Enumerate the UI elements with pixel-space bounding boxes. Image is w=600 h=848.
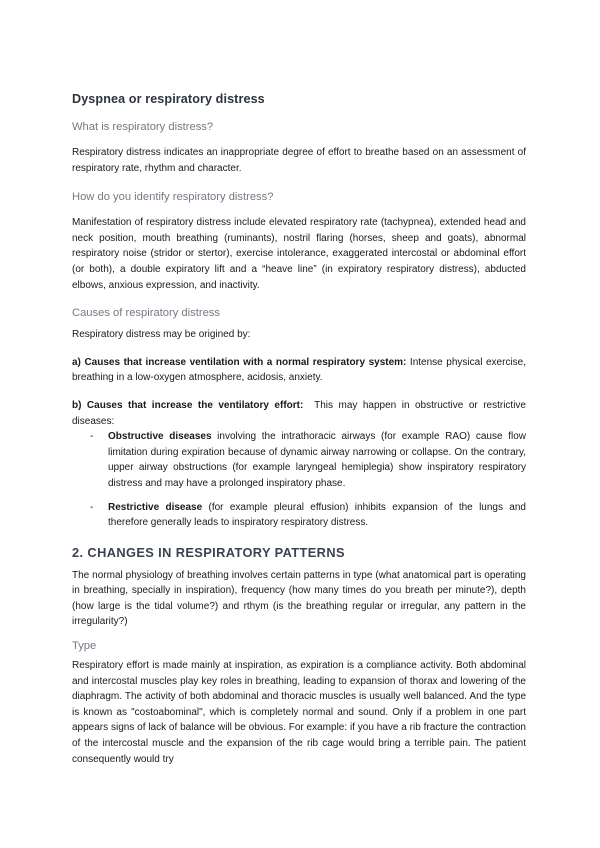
heading-causes: Causes of respiratory distress <box>72 307 220 320</box>
restrictive-text: (for example pleural effusion) inhibits expansion of the lungs and therefore generally leads to inspiratory respiratory distress. <box>108 501 526 529</box>
heading-how-to-identify: How do you identify respiratory distress? <box>72 191 274 204</box>
paragraph-type: Respiratory effort is made mainly at inspiration, as expiration is a compliance activity. Both abdominal and intercostal muscles play key roles in breathing, leading to expansion of thorax and lowering of the diaphragm. The activity of both abdominal and thoracic muscles is usually well balanced. And the type is known as "costoabominal", which is completely normal and sound. Only if a problem in one part appears signs of lack of balance will be obvious. For example: if you have a rib fracture the contraction of the intercostal muscle and the expansion of the rib cage would bring a terrible pain. The patient consequently would try <box>72 660 526 765</box>
paragraph-cause-b <box>72 398 529 429</box>
paragraph-cause-a <box>72 355 526 386</box>
restrictive-term: Restrictive disease <box>108 501 203 513</box>
cause-b-list <box>72 429 526 531</box>
list-item-restrictive <box>72 500 526 531</box>
obstructive-term: Obstructive diseases <box>108 431 212 443</box>
paragraph-patterns: The normal physiology of breathing involves certain patterns in type (what anatomical part is operating in breathing, specially in inspiration), frequency (how many times do you breath per minute?), depth (how large is the tidal volume?) and rthym (is the breathing regular or irregular, any pattern in the irregularity?) <box>72 569 526 628</box>
bullet-dash: - <box>90 501 94 513</box>
cause-a-text: Intense physical exercise, breathing in a low-oxygen atmosphere, acidosis, anxiety. <box>72 356 526 384</box>
obstructive-text: involving the intrathoracic airways (for example RAO) cause flow limitation during expiration because of dynamic airway narrowing or collapse. On the contrary, upper airway obstructions (for example laryngeal hemiplegia) show inspiratory respiratory distress and may have a prolonged inspiratory phase. <box>108 431 526 489</box>
heading-type: Type <box>72 640 97 653</box>
section-heading-respiratory-patterns: 2. CHANGES IN RESPIRATORY PATTERNS <box>72 544 345 560</box>
heading-what-is-respiratory-distress: What is respiratory distress? <box>72 121 214 133</box>
cause-a-heading: a) Causes that increase ventilation with a normal respiratory system: <box>72 356 407 368</box>
paragraph-manifestations: Manifestation of respiratory distress include elevated respiratory rate (tachypnea), extended head and neck position, mouth breathing (ruminants), nostril flaring (horses, sheep and goats), abnormal respiratory noise (stridor or stertor), exercise intolerance, exaggerated intercostal or abdominal effort (or both), a double expiratory lift and a “heave line” (in expiratory respiratory distress), abducted elbows, anxious expression, and inactivity. <box>72 217 526 291</box>
paragraph-definition: Respiratory distress indicates an inappropriate degree of effort to breathe based on an assessment of respiratory rate, rhythm and character. <box>72 147 526 174</box>
paragraph-causes-intro: Respiratory distress may be origined by: <box>72 329 251 341</box>
document-page <box>72 92 529 767</box>
cause-b-heading: b) Causes that increase the ventilatory effort: <box>72 399 304 411</box>
bullet-dash: - <box>90 431 94 443</box>
document-title: Dyspnea or respiratory distress <box>72 92 265 106</box>
cause-b-text: This may happen in obstructive or restrictive diseases: <box>72 399 529 427</box>
list-item-obstructive <box>72 429 526 491</box>
